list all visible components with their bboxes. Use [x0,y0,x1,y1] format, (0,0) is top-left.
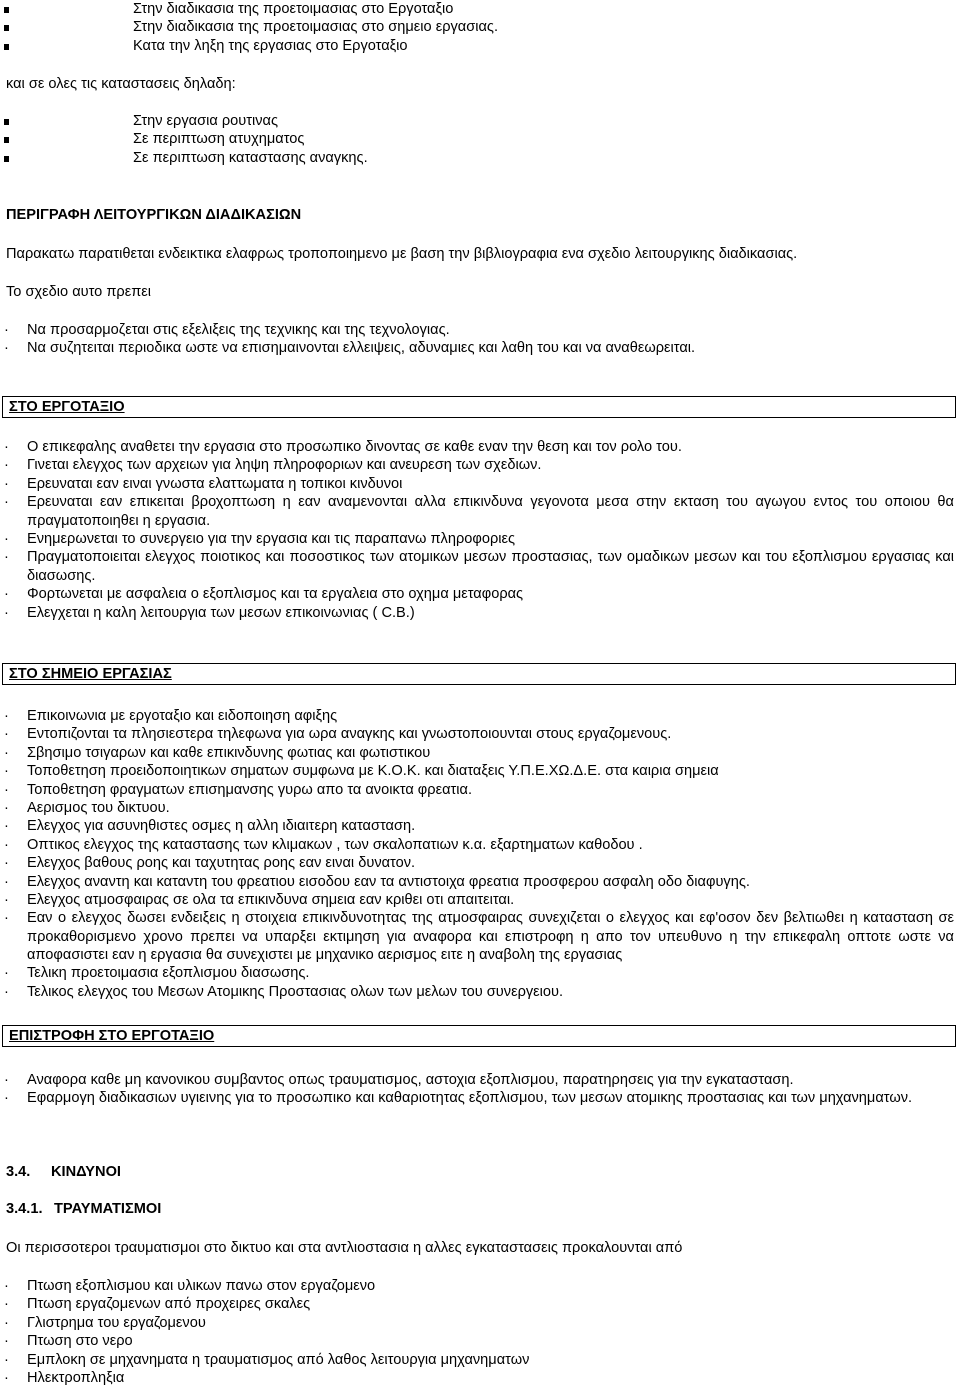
dot-bullet-icon: · [4,891,9,908]
list-item: · Ελεγχος ατμοσφαιρας σε ολα τα επικινδυνα σημεια εαν κριθει οτι απαιτειται. [4,891,515,908]
list-item: · Ελεγχος βαθους ροης και ταχυτητας ροης εαν ειναι δυνατον. [4,855,416,872]
dot-bullet-icon: · [4,475,9,492]
site-list [0,438,960,622]
dot-bullet-icon: · [4,781,9,798]
plan-list [0,321,960,358]
list-item: · Τελικη προετοιμασια εξοπλισμου διασωσης. [4,965,310,982]
dot-bullet-icon: · [4,322,9,338]
section-number: 3.4. [6,1164,31,1180]
list-item: · Γινεται ελεγχος των αρχειων για ληψη πληροφοριων και ανευρεση των σχεδιων. [4,457,542,474]
return-heading: ΕΠΙΣΤΡΟΦΗ ΣΤΟ ΕΡΓΟΤΑΞΙΟ [9,1028,215,1044]
work-heading: ΣΤΟ ΣΗΜΕΙΟ ΕΡΓΑΣΙΑΣ [9,666,172,682]
list-item: · Εμπλοκη σε μηχανηματα η τραυματισμος από λαθος λειτουργια μηχανηματων [4,1351,530,1368]
dot-bullet-icon: · [4,549,9,566]
injuries-intro: Οι περισσοτεροι τραυματισμοι στο δικτυο και στα αντλιοστασια η αλλες εγκαταστασεις προκαλουνται από [6,1240,683,1256]
list-item: · Πτωση εξοπλισμου και υλικων πανω στον εργαζομενο [4,1278,376,1294]
list-item: · Γλιστρημα του εργαζομενου [4,1314,206,1331]
square-bullet-icon [4,44,9,50]
section-number: 3.4.1. [6,1201,43,1217]
list-item: · Ενημερωνεται το συνεργειο για την εργασια και τις παραπανω πληροφοριες [4,530,516,547]
list-item: · Πτωση εργαζομενων από προχειρες σκαλες [4,1296,311,1313]
dot-bullet-icon: · [4,439,9,455]
work-heading-box [2,663,956,685]
dot-bullet-icon: · [4,1090,9,1107]
dot-bullet-icon: · [4,855,9,872]
square-bullet-icon [4,156,9,162]
list-item: · Οπτικος ελεγχος της καταστασης των κλιμακων , των σκαλοπατιων κ.α. εξαρτηματων καθοδου . [4,836,643,853]
list-item: · Τελικος ελεγχος του Μεσων Ατομικης Προστασιας ολων των μελων του συνεργειου. [4,983,564,1000]
return-heading-box [2,1025,956,1047]
dot-bullet-icon: · [4,586,9,603]
procedures-heading: ΠΕΡΙΓΡΑΦΗ ΛΕΙΤΟΥΡΓΙΚΩΝ ΔΙΑΔΙΚΑΣΙΩΝ [6,207,302,223]
list-item: · Ερευναται εαν επικειται βροχοπτωση η εαν αναμενονται αλλα επικινδυνα γεγονοτα μεσα στην εκταση του αγωγου εντος του οποιου θα πραγματοποιηθει η εργασια. [4,494,954,529]
list-item: · Πραγματοποιειται ελεγχος ποιοτικος και ποσοστικος των ατομικων μεσων προστασιας, των ομαδικων μεσων και του εξοπλισμου εργασιας και διασωσης. [4,549,954,584]
dot-bullet-icon: · [4,708,9,724]
dot-bullet-icon: · [4,530,9,547]
procedures-intro: Παρακατω παρατιθεται ενδεικτικα ελαφρως τροποποιημενο με βαση την βιβλιογραφια ενα σχεδιο λειτουργικης διαδικασιας. [6,246,798,262]
section-3-4-1 [0,1200,960,1218]
plan-intro: Το σχεδιο αυτο πρεπει [6,284,152,300]
list-item: · Να συζητειται περιοδικα ωστε να επισημαινονται ελλειψεις, αδυναμιες και λαθη του και να αναθεωρειται. [4,340,696,357]
dot-bullet-icon: · [4,1333,9,1350]
section-title: ΚΙΝΔΥΝΟΙ [51,1164,121,1180]
list-item: Σε περιπτωση ατυχηματος [0,130,960,148]
dot-bullet-icon: · [4,965,9,982]
list-item: · Να προσαρμοζεται στις εξελιξεις της τεχνικης και της τεχνολογιας. [4,322,450,338]
list-item: · Ελεγχεται η καλη λειτουργια των μεσων επικοινωνιας ( C.B.) [4,604,415,621]
list-item: · Αναφορα καθε μη κανονικου συμβαντος οπως τραυματισμος, αστοχια εξοπλισμου, παρατηρησεις για την εγκατασταση. [4,1072,794,1088]
dot-bullet-icon: · [4,983,9,1000]
dot-bullet-icon: · [4,818,9,835]
dot-bullet-icon: · [4,799,9,816]
dot-bullet-icon: · [4,604,9,621]
dot-bullet-icon: · [4,1351,9,1368]
dot-bullet-icon: · [4,873,9,890]
list-item: Στην διαδικασια της προετοιμασιας στο Εργοταξιο [0,0,960,18]
dot-bullet-icon: · [4,910,9,927]
top-list [0,0,960,55]
dot-bullet-icon: · [4,340,9,357]
list-item: Στην διαδικασια της προετοιμασιας στο σημειο εργασιας. [0,18,960,36]
list-item: · Εαν ο ελεγχος δωσει ενδειξεις η στοιχεια επικινδυνοτητας της ατμοσφαιρας συνεχιζεται ο ελεγχος και εφ'οσον δεν βελτιωθει η κατασταση σε προκαθορισμενο χρονο πρεπει να υπαρξει εκτιμηση για αναφορα και επιστροφη η απο τον υπευθυνο η την επικεφαλη οπτοτε ωστε να αποφασιστει εαν η εργασια θα συνεχιστει με μηχανικο αερισμος ειτε η αναβολη της εργασιας [4,910,954,964]
list-item: · Σβησιμο τσιγαρων και καθε επικινδυνης φωτιας και φωτιστικου [4,744,431,761]
dot-bullet-icon: · [4,836,9,853]
site-heading: ΣΤΟ ΕΡΓΟΤΑΞΙΟ [9,399,125,415]
list-item: · Επικοινωνια με εργοταξιο και ειδοποιηση αφιξης [4,708,338,724]
square-bullet-icon [4,7,9,13]
list-item: · Ο επικεφαλης αναθετει την εργασια στο προσωπικο δινοντας σε καθε εναν την θεση και τον ρολο του. [4,439,682,455]
dot-bullet-icon: · [4,1296,9,1313]
dot-bullet-icon: · [4,726,9,743]
list-item: · Πτωση στο νερο [4,1333,133,1350]
list-item: · Ερευναται εαν ειναι γνωστα ελαττωματα η τοπικοι κινδυνοι [4,475,403,492]
square-bullet-icon [4,119,9,125]
all-cases-intro: και σε ολες τις καταστασεις δηλαδη: [6,76,236,92]
dot-bullet-icon: · [4,1314,9,1331]
list-item: · Τοποθετηση φραγματων επισημανσης γυρω απο τα ανοικτα φρεατια. [4,781,473,798]
square-bullet-icon [4,25,9,31]
list-item: · Φορτωνεται με ασφαλεια ο εξοπλισμος και τα εργαλεια στο οχημα μεταφορας [4,586,524,603]
list-item: · Αερισμος του δικτυου. [4,799,170,816]
list-item: · Εντοπιζονται τα πλησιεστερα τηλεφωνα για ωρα αναγκης και γνωστοποιουνται στους εργαζομενους. [4,726,672,743]
dot-bullet-icon: · [4,1072,9,1088]
list-item: · Ελεγχος για ασυνηθιστες οσμες η αλλη ιδιαιτερη κατασταση. [4,818,416,835]
section-3-4 [0,1163,960,1181]
list-item: Κατα την ληξη της εργασιας στο Εργοταξιο [0,37,960,55]
section-title: ΤΡΑΥΜΑΤΙΣΜΟΙ [54,1201,162,1217]
return-list [0,1071,960,1126]
dot-bullet-icon: · [4,1278,9,1294]
square-bullet-icon [4,137,9,143]
list-item: Στην εργασια ρουτινας [0,112,960,130]
dot-bullet-icon: · [4,494,9,511]
work-list [0,707,960,1001]
cases-list [0,112,960,167]
list-item: · Ελεγχος αναντη και καταντη του φρεατιου εισοδου εαν τα αντιστοιχα φρεατια προσφερου ασφαλη οδο διαφυγης. [4,873,750,890]
site-heading-box [2,396,956,418]
dot-bullet-icon: · [4,457,9,474]
dot-bullet-icon: · [4,1369,9,1386]
list-item: Σε περιπτωση καταστασης αναγκης. [0,149,960,167]
injuries-list [0,1277,960,1387]
dot-bullet-icon: · [4,744,9,761]
list-item: · Τοποθετηση προειδοποιητικων σηματων συμφωνα με Κ.Ο.Κ. και διαταξεις Υ.Π.Ε.ΧΩ.Δ.Ε. στα καιρια σημεια [4,763,719,780]
list-item: · Ηλεκτροπληξια [4,1369,125,1386]
list-item: · Εφαρμογη διαδικασιων υγιεινης για το προσωπικο και καθαριοτητας εξοπλισμου, των μεσων ατομικης προστασιας και των μηχανηματων. [4,1090,913,1107]
dot-bullet-icon: · [4,763,9,780]
